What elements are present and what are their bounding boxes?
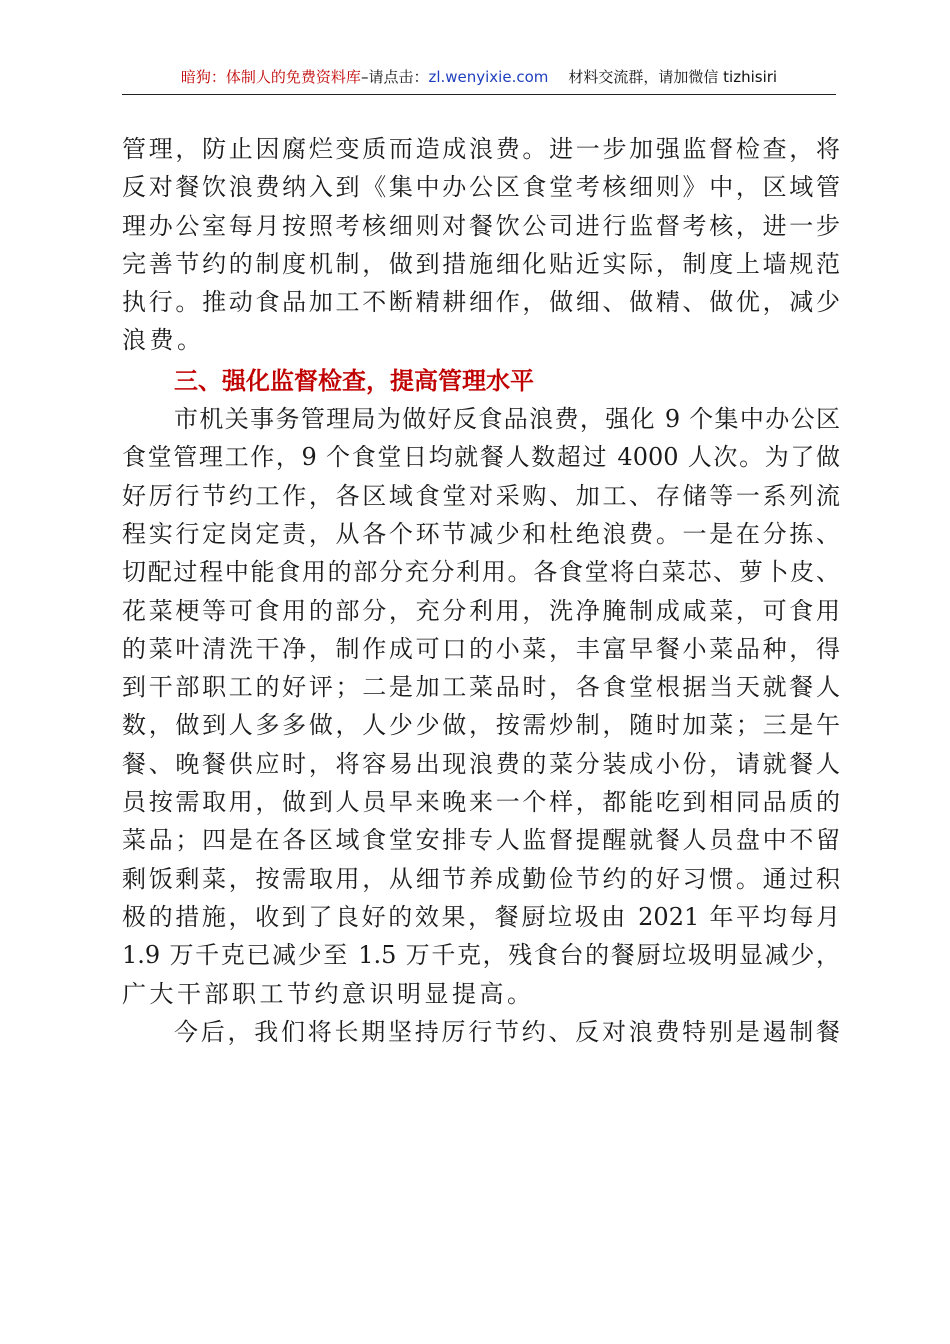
text-line: 菜品；四是在各区域食堂安排专人监督提醒就餐人员盘中不留: [122, 826, 840, 855]
text-line: 花菜梗等可食用的部分，充分利用，洗净腌制成咸菜，可食用: [122, 596, 840, 625]
text-line: 完善节约的制度机制，做到措施细化贴近实际，制度上墙规范: [122, 249, 840, 278]
text-line: 广大干部职工节约意识明显提高。: [122, 979, 535, 1008]
text-line: 极的措施，收到了良好的效果，餐厨垃圾由 2021 年平均每月: [122, 902, 840, 931]
text-line: 理办公室每月按照考核细则对餐饮公司进行监督考核，进一步: [122, 211, 840, 240]
paragraph-2: [122, 400, 840, 1013]
text-line: 浪费。: [122, 326, 205, 355]
text-line: 到干部职工的好评；二是加工菜品时，各食堂根据当天就餐人: [122, 673, 840, 702]
paragraph-1: [122, 130, 840, 360]
header-url-link[interactable]: zl.wenyixie.com: [428, 68, 549, 86]
header-brand: 暗狗：体制人的免费资料库: [180, 68, 361, 86]
text-line: 好厉行节约工作，各区域食堂对采购、加工、存储等一系列流: [122, 481, 840, 510]
text-line: 程实行定岗定责，从各个环节减少和杜绝浪费。一是在分拣、: [122, 519, 840, 548]
text-line: 切配过程中能食用的部分充分利用。各食堂将白菜芯、萝卜皮、: [122, 558, 840, 587]
text-line: 餐、晚餐供应时，将容易出现浪费的菜分装成小份，请就餐人: [122, 749, 840, 778]
header-click-prompt: –请点击：: [360, 68, 429, 86]
paragraph-3: [122, 1013, 840, 1051]
document-body: [122, 130, 840, 1051]
text-line: 执行。推动食品加工不断精耕细作，做细、做精、做优，减少: [122, 288, 840, 317]
text-line: 管理，防止因腐烂变质而造成浪费。进一步加强监督检查，将: [122, 135, 840, 163]
page-header: [122, 66, 836, 95]
text-line: 员按需取用，做到人员早来晚来一个样，都能吃到相同品质的: [122, 788, 840, 817]
text-line: 数，做到人多多做，人少少做，按需炒制，随时加菜；三是午: [122, 711, 840, 740]
text-line: 反对餐饮浪费纳入到《集中办公区食堂考核细则》中，区域管: [122, 173, 840, 202]
text-line: 剩饭剩菜，按需取用，从细节养成勤俭节约的好习惯。通过积: [122, 864, 840, 893]
header-contact: 材料交流群，请加微信 tizhisiri: [568, 68, 778, 86]
text-line: 食堂管理工作，9 个食堂日均就餐人数超过 4000 人次。为了做: [122, 443, 840, 472]
text-line: 市机关事务管理局为做好反食品浪费，强化 9 个集中办公区: [174, 405, 840, 434]
text-line: 今后，我们将长期坚持厉行节约、反对浪费特别是遏制餐: [174, 1017, 840, 1046]
section-heading: 三、强化监督检查，提高管理水平: [174, 366, 534, 395]
text-line: 1.9 万千克已减少至 1.5 万千克，残食台的餐厨垃圾明显减少，: [122, 941, 840, 970]
text-line: 的菜叶清洗干净，制作成可口的小菜，丰富早餐小菜品种，得: [122, 634, 840, 663]
